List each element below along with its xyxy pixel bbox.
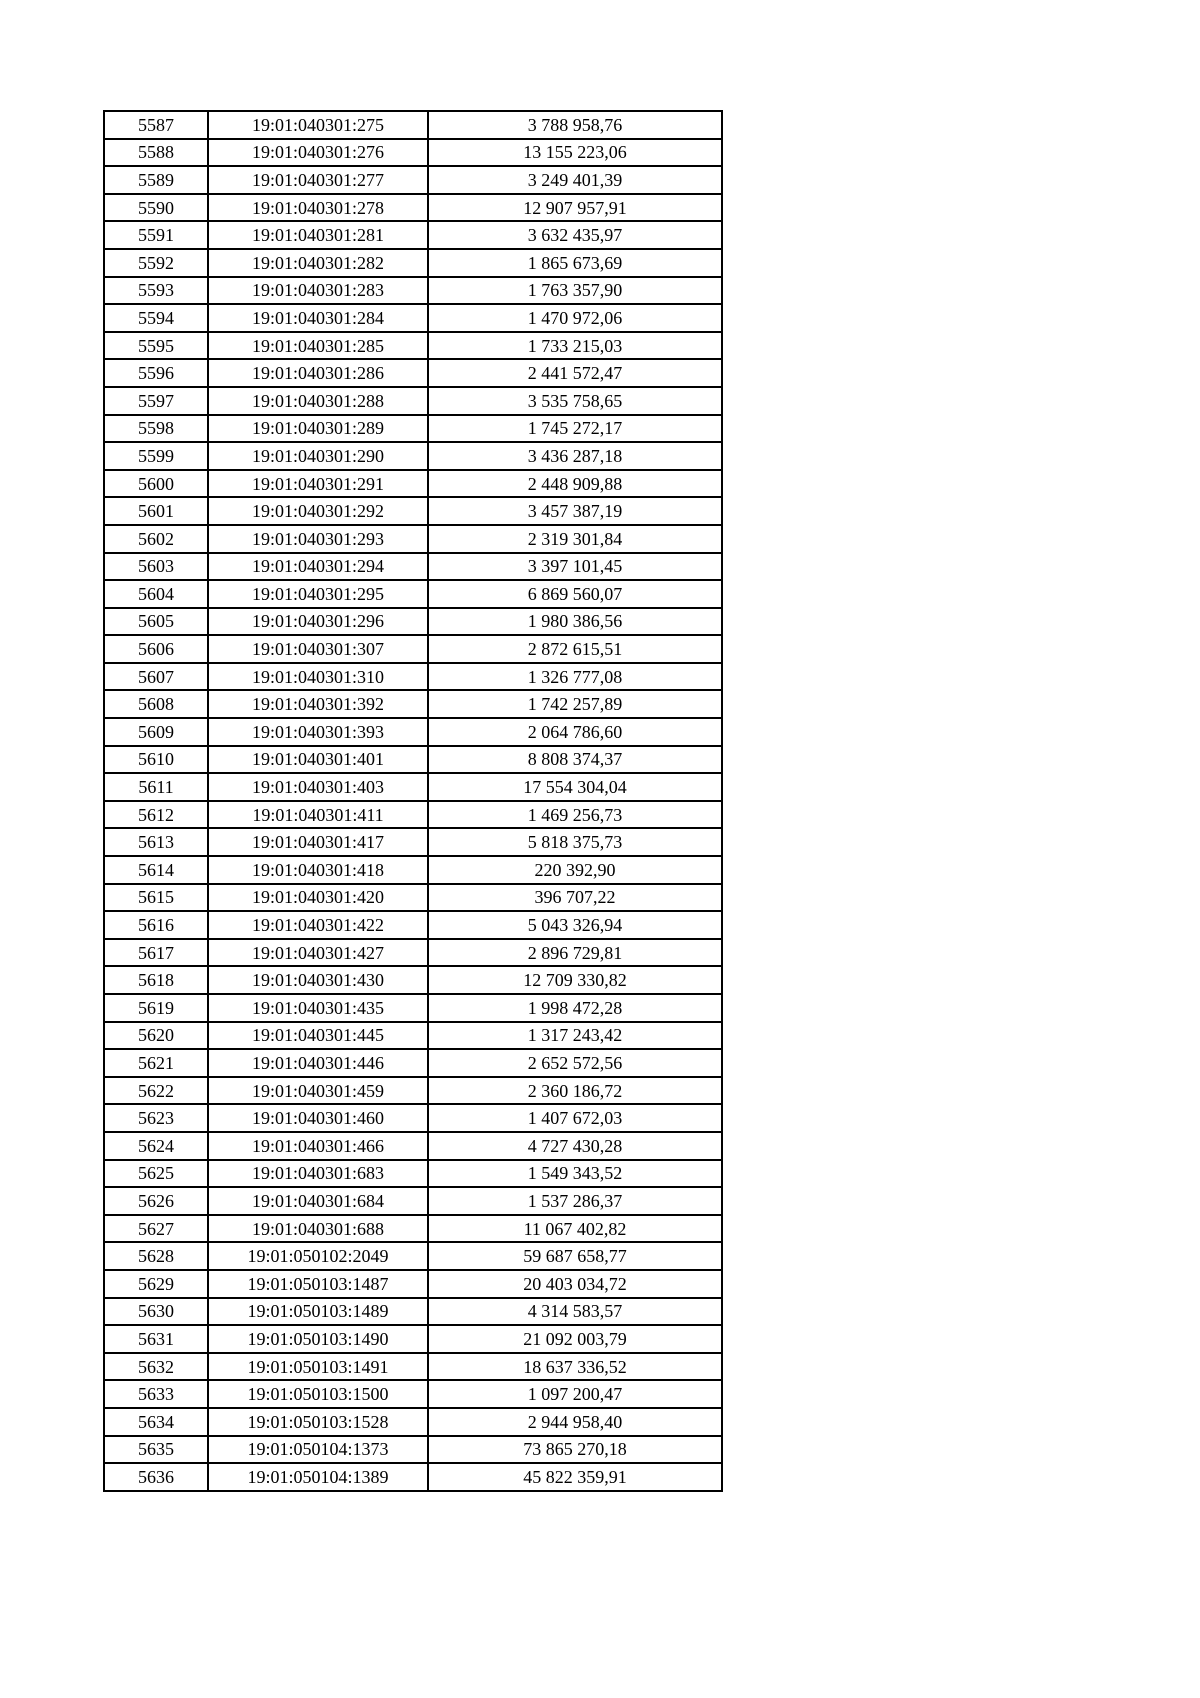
cadastral-number-cell: 19:01:050103:1489 (208, 1298, 428, 1326)
row-number-cell: 5623 (104, 1104, 208, 1132)
value-cell: 2 944 958,40 (428, 1408, 722, 1436)
value-cell: 12 907 957,91 (428, 194, 722, 222)
table-row (104, 111, 722, 139)
cadastral-number-cell: 19:01:040301:310 (208, 663, 428, 691)
cadastral-number-cell: 19:01:040301:683 (208, 1160, 428, 1188)
cadastral-number-cell: 19:01:040301:466 (208, 1132, 428, 1160)
table-row (104, 470, 722, 498)
value-cell: 1 733 215,03 (428, 332, 722, 360)
row-number-cell: 5592 (104, 249, 208, 277)
cadastral-number-cell: 19:01:040301:445 (208, 1022, 428, 1050)
row-number-cell: 5609 (104, 718, 208, 746)
row-number-cell: 5615 (104, 884, 208, 912)
row-number-cell: 5600 (104, 470, 208, 498)
cadastral-number-cell: 19:01:040301:289 (208, 415, 428, 443)
value-cell: 3 632 435,97 (428, 221, 722, 249)
table-row (104, 773, 722, 801)
cadastral-number-cell: 19:01:040301:435 (208, 994, 428, 1022)
cadastral-number-cell: 19:01:040301:290 (208, 442, 428, 470)
table-row (104, 1353, 722, 1381)
row-number-cell: 5629 (104, 1270, 208, 1298)
table-row (104, 663, 722, 691)
row-number-cell: 5618 (104, 966, 208, 994)
cadastral-number-cell: 19:01:050103:1491 (208, 1353, 428, 1381)
row-number-cell: 5628 (104, 1242, 208, 1270)
table-row (104, 1215, 722, 1243)
value-cell: 1 742 257,89 (428, 690, 722, 718)
row-number-cell: 5627 (104, 1215, 208, 1243)
cadastral-number-cell: 19:01:040301:403 (208, 773, 428, 801)
cadastral-number-cell: 19:01:040301:446 (208, 1049, 428, 1077)
row-number-cell: 5604 (104, 580, 208, 608)
value-cell: 3 788 958,76 (428, 111, 722, 139)
row-number-cell: 5625 (104, 1160, 208, 1188)
cadastral-number-cell: 19:01:040301:291 (208, 470, 428, 498)
cadastral-number-cell: 19:01:040301:286 (208, 359, 428, 387)
table-row (104, 553, 722, 581)
table-row (104, 746, 722, 774)
value-cell: 3 457 387,19 (428, 497, 722, 525)
cadastral-number-cell: 19:01:040301:281 (208, 221, 428, 249)
value-cell: 2 360 186,72 (428, 1077, 722, 1105)
row-number-cell: 5631 (104, 1325, 208, 1353)
cadastral-number-cell: 19:01:040301:282 (208, 249, 428, 277)
table-row (104, 939, 722, 967)
value-cell: 3 249 401,39 (428, 166, 722, 194)
value-cell: 11 067 402,82 (428, 1215, 722, 1243)
row-number-cell: 5630 (104, 1298, 208, 1326)
table-row (104, 1104, 722, 1132)
table-row (104, 801, 722, 829)
value-cell: 220 392,90 (428, 856, 722, 884)
value-cell: 1 469 256,73 (428, 801, 722, 829)
table-row (104, 884, 722, 912)
table-row (104, 635, 722, 663)
table-row (104, 166, 722, 194)
value-cell: 20 403 034,72 (428, 1270, 722, 1298)
cadastral-number-cell: 19:01:040301:293 (208, 525, 428, 553)
cadastral-value-table (103, 110, 723, 1492)
row-number-cell: 5594 (104, 304, 208, 332)
value-cell: 45 822 359,91 (428, 1463, 722, 1491)
cadastral-number-cell: 19:01:040301:307 (208, 635, 428, 663)
row-number-cell: 5632 (104, 1353, 208, 1381)
table-row (104, 1132, 722, 1160)
value-cell: 2 319 301,84 (428, 525, 722, 553)
row-number-cell: 5612 (104, 801, 208, 829)
value-cell: 396 707,22 (428, 884, 722, 912)
value-cell: 4 314 583,57 (428, 1298, 722, 1326)
table-row (104, 442, 722, 470)
value-cell: 13 155 223,06 (428, 139, 722, 167)
table-row (104, 911, 722, 939)
cadastral-number-cell: 19:01:040301:284 (208, 304, 428, 332)
value-cell: 1 470 972,06 (428, 304, 722, 332)
cadastral-number-cell: 19:01:040301:285 (208, 332, 428, 360)
cadastral-number-cell: 19:01:050104:1389 (208, 1463, 428, 1491)
value-cell: 21 092 003,79 (428, 1325, 722, 1353)
row-number-cell: 5602 (104, 525, 208, 553)
row-number-cell: 5599 (104, 442, 208, 470)
value-cell: 1 317 243,42 (428, 1022, 722, 1050)
value-cell: 73 865 270,18 (428, 1436, 722, 1464)
row-number-cell: 5607 (104, 663, 208, 691)
table-row (104, 525, 722, 553)
value-cell: 5 043 326,94 (428, 911, 722, 939)
cadastral-number-cell: 19:01:040301:275 (208, 111, 428, 139)
table-row (104, 1049, 722, 1077)
value-cell: 1 980 386,56 (428, 608, 722, 636)
row-number-cell: 5610 (104, 746, 208, 774)
row-number-cell: 5633 (104, 1380, 208, 1408)
row-number-cell: 5636 (104, 1463, 208, 1491)
cadastral-number-cell: 19:01:040301:288 (208, 387, 428, 415)
table-body (104, 111, 722, 1491)
row-number-cell: 5593 (104, 277, 208, 305)
value-cell: 3 535 758,65 (428, 387, 722, 415)
row-number-cell: 5588 (104, 139, 208, 167)
cadastral-number-cell: 19:01:040301:427 (208, 939, 428, 967)
table-row (104, 966, 722, 994)
cadastral-number-cell: 19:01:040301:460 (208, 1104, 428, 1132)
row-number-cell: 5614 (104, 856, 208, 884)
table-row (104, 580, 722, 608)
cadastral-number-cell: 19:01:040301:459 (208, 1077, 428, 1105)
row-number-cell: 5621 (104, 1049, 208, 1077)
row-number-cell: 5626 (104, 1187, 208, 1215)
row-number-cell: 5606 (104, 635, 208, 663)
row-number-cell: 5598 (104, 415, 208, 443)
value-cell: 1 326 777,08 (428, 663, 722, 691)
row-number-cell: 5596 (104, 359, 208, 387)
row-number-cell: 5587 (104, 111, 208, 139)
table-row (104, 249, 722, 277)
row-number-cell: 5589 (104, 166, 208, 194)
value-cell: 3 397 101,45 (428, 553, 722, 581)
row-number-cell: 5608 (104, 690, 208, 718)
row-number-cell: 5595 (104, 332, 208, 360)
table-row (104, 415, 722, 443)
cadastral-number-cell: 19:01:040301:277 (208, 166, 428, 194)
value-cell: 12 709 330,82 (428, 966, 722, 994)
value-cell: 2 448 909,88 (428, 470, 722, 498)
cadastral-number-cell: 19:01:050103:1500 (208, 1380, 428, 1408)
value-cell: 5 818 375,73 (428, 828, 722, 856)
cadastral-number-cell: 19:01:050102:2049 (208, 1242, 428, 1270)
table-row (104, 304, 722, 332)
cadastral-number-cell: 19:01:040301:430 (208, 966, 428, 994)
row-number-cell: 5622 (104, 1077, 208, 1105)
table-row (104, 608, 722, 636)
table-row (104, 856, 722, 884)
table-row (104, 994, 722, 1022)
table-row (104, 1270, 722, 1298)
row-number-cell: 5601 (104, 497, 208, 525)
row-number-cell: 5613 (104, 828, 208, 856)
cadastral-number-cell: 19:01:040301:420 (208, 884, 428, 912)
table-row (104, 1463, 722, 1491)
cadastral-number-cell: 19:01:040301:295 (208, 580, 428, 608)
table-row (104, 1022, 722, 1050)
cadastral-number-cell: 19:01:040301:417 (208, 828, 428, 856)
value-cell: 2 896 729,81 (428, 939, 722, 967)
table-row (104, 1380, 722, 1408)
value-cell: 2 872 615,51 (428, 635, 722, 663)
value-cell: 6 869 560,07 (428, 580, 722, 608)
row-number-cell: 5634 (104, 1408, 208, 1436)
value-cell: 1 745 272,17 (428, 415, 722, 443)
row-number-cell: 5624 (104, 1132, 208, 1160)
table-row (104, 1325, 722, 1353)
value-cell: 59 687 658,77 (428, 1242, 722, 1270)
row-number-cell: 5611 (104, 773, 208, 801)
table-row (104, 332, 722, 360)
row-number-cell: 5605 (104, 608, 208, 636)
row-number-cell: 5591 (104, 221, 208, 249)
row-number-cell: 5603 (104, 553, 208, 581)
table-row (104, 139, 722, 167)
value-cell: 18 637 336,52 (428, 1353, 722, 1381)
row-number-cell: 5617 (104, 939, 208, 967)
table-row (104, 359, 722, 387)
value-cell: 1 537 286,37 (428, 1187, 722, 1215)
cadastral-number-cell: 19:01:040301:283 (208, 277, 428, 305)
table-row (104, 1408, 722, 1436)
table-row (104, 1077, 722, 1105)
value-cell: 8 808 374,37 (428, 746, 722, 774)
row-number-cell: 5597 (104, 387, 208, 415)
cadastral-number-cell: 19:01:040301:294 (208, 553, 428, 581)
row-number-cell: 5635 (104, 1436, 208, 1464)
value-cell: 1 097 200,47 (428, 1380, 722, 1408)
value-cell: 2 652 572,56 (428, 1049, 722, 1077)
cadastral-number-cell: 19:01:040301:278 (208, 194, 428, 222)
table-row (104, 1436, 722, 1464)
value-cell: 1 549 343,52 (428, 1160, 722, 1188)
value-cell: 17 554 304,04 (428, 773, 722, 801)
table-row (104, 1187, 722, 1215)
cadastral-number-cell: 19:01:040301:276 (208, 139, 428, 167)
cadastral-number-cell: 19:01:040301:296 (208, 608, 428, 636)
cadastral-number-cell: 19:01:040301:688 (208, 1215, 428, 1243)
cadastral-number-cell: 19:01:050104:1373 (208, 1436, 428, 1464)
table-row (104, 497, 722, 525)
table-row (104, 1242, 722, 1270)
cadastral-number-cell: 19:01:050103:1487 (208, 1270, 428, 1298)
table-row (104, 718, 722, 746)
value-cell: 3 436 287,18 (428, 442, 722, 470)
cadastral-number-cell: 19:01:040301:422 (208, 911, 428, 939)
cadastral-number-cell: 19:01:040301:418 (208, 856, 428, 884)
row-number-cell: 5620 (104, 1022, 208, 1050)
cadastral-number-cell: 19:01:050103:1490 (208, 1325, 428, 1353)
value-cell: 2 441 572,47 (428, 359, 722, 387)
cadastral-number-cell: 19:01:040301:392 (208, 690, 428, 718)
table-row (104, 690, 722, 718)
value-cell: 2 064 786,60 (428, 718, 722, 746)
value-cell: 1 865 673,69 (428, 249, 722, 277)
row-number-cell: 5616 (104, 911, 208, 939)
table-row (104, 1298, 722, 1326)
table-row (104, 828, 722, 856)
table-row (104, 277, 722, 305)
value-cell: 1 763 357,90 (428, 277, 722, 305)
value-cell: 1 407 672,03 (428, 1104, 722, 1132)
cadastral-number-cell: 19:01:040301:401 (208, 746, 428, 774)
row-number-cell: 5619 (104, 994, 208, 1022)
cadastral-number-cell: 19:01:040301:411 (208, 801, 428, 829)
cadastral-number-cell: 19:01:040301:292 (208, 497, 428, 525)
table-row (104, 387, 722, 415)
cadastral-number-cell: 19:01:040301:393 (208, 718, 428, 746)
value-cell: 1 998 472,28 (428, 994, 722, 1022)
table-row (104, 1160, 722, 1188)
row-number-cell: 5590 (104, 194, 208, 222)
table-row (104, 221, 722, 249)
table-row (104, 194, 722, 222)
cadastral-number-cell: 19:01:050103:1528 (208, 1408, 428, 1436)
value-cell: 4 727 430,28 (428, 1132, 722, 1160)
cadastral-number-cell: 19:01:040301:684 (208, 1187, 428, 1215)
